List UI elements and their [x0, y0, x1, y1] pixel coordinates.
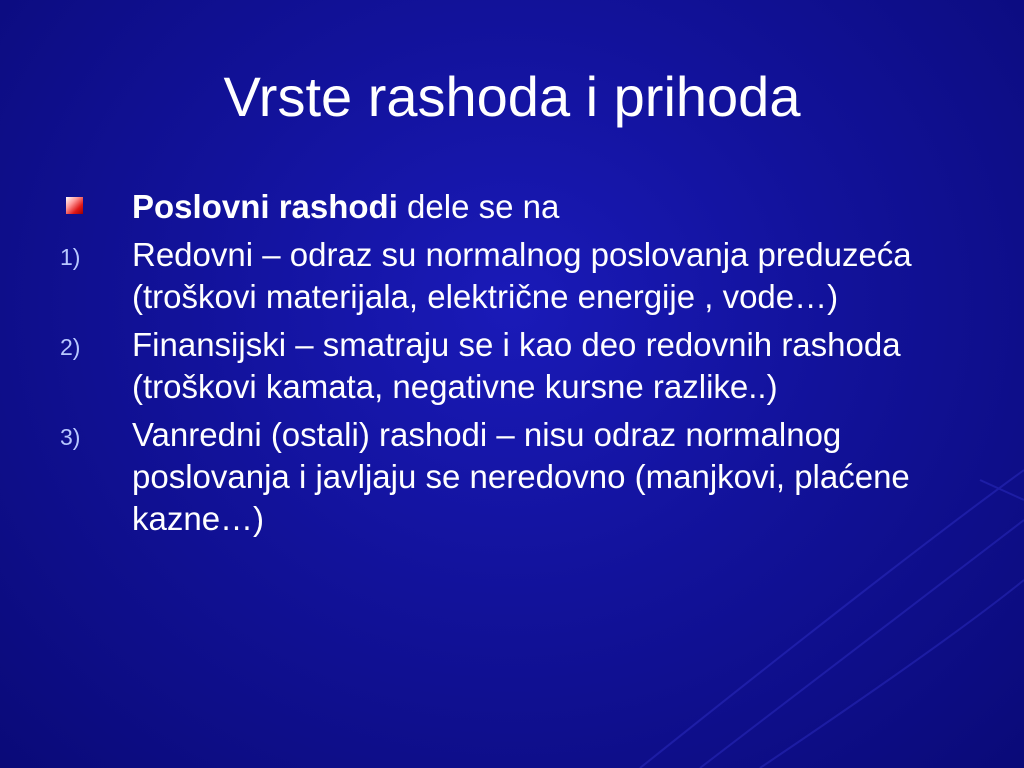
list-item-text: Redovni – odraz su normalnog poslovanja preduzeća (troškovi materijala, električne energije , vode…)	[132, 236, 912, 315]
list-item	[60, 324, 960, 408]
list-number: 2)	[60, 334, 81, 360]
intro-rest: dele se na	[397, 188, 560, 225]
list-item-intro	[60, 186, 960, 228]
slide-title: Vrste rashoda i prihoda	[223, 65, 801, 128]
list-item-text: Finansijski – smatraju se i kao deo redovnih rashoda (troškovi kamata, negativne kursne razlike..)	[132, 326, 901, 405]
list-item	[60, 234, 960, 318]
list-number: 3)	[60, 424, 81, 450]
square-bullet-icon	[66, 197, 83, 214]
intro-bold: Poslovni rashodi	[132, 188, 398, 225]
list-number: 1)	[60, 244, 81, 270]
bullet-list	[60, 186, 960, 546]
list-item-text: Vanredni (ostali) rashodi – nisu odraz normalnog poslovanja i javljaju se neredovno (manjkovi, plaćene kazne…)	[132, 416, 910, 537]
list-item	[60, 414, 960, 540]
